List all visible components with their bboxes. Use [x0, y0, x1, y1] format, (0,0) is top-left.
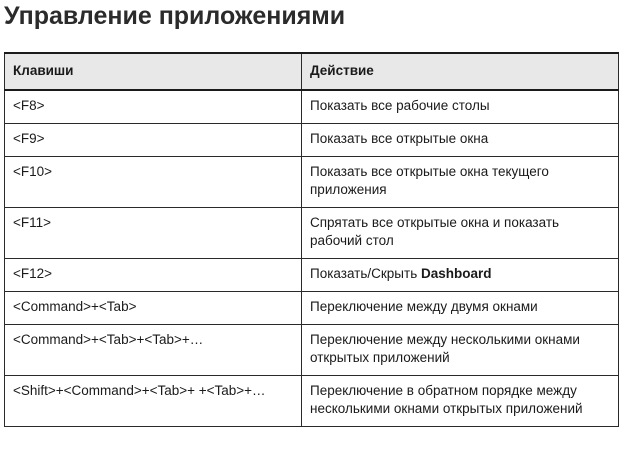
cell-action: Показать все рабочие столы — [302, 90, 619, 124]
cell-action: Показать все открытые окна — [302, 124, 619, 157]
table-row — [5, 90, 619, 124]
cell-keys: <F8> — [5, 90, 302, 124]
cell-keys: <F12> — [5, 259, 302, 292]
table-row — [5, 325, 619, 376]
header-keys: Клавиши — [5, 53, 302, 90]
table-row — [5, 376, 619, 427]
action-text: Показать/Скрыть — [310, 266, 421, 281]
table-row — [5, 259, 619, 292]
dashboard-label: Dashboard — [420, 266, 492, 281]
cell-keys: <Command>+<Tab> — [5, 292, 302, 325]
cell-action — [302, 259, 619, 292]
cell-keys: <F11> — [5, 208, 302, 259]
cell-action: Переключение в обратном порядке между несколькими окнами открытых приложений — [302, 376, 619, 427]
table-row — [5, 124, 619, 157]
table-row — [5, 208, 619, 259]
page-title: Управление приложениями — [4, 2, 346, 30]
table-row — [5, 157, 619, 208]
cell-keys: <Shift>+<Command>+<Tab>+ +<Tab>+… — [5, 376, 302, 427]
table-row — [5, 292, 619, 325]
cell-keys: <F9> — [5, 124, 302, 157]
cell-keys: <Command>+<Tab>+<Tab>+… — [5, 325, 302, 376]
header-action: Действие — [302, 53, 619, 90]
cell-action: Переключение между несколькими окнами открытых приложений — [302, 325, 619, 376]
cell-action: Показать все открытые окна текущего приложения — [302, 157, 619, 208]
cell-action: Переключение между двумя окнами — [302, 292, 619, 325]
table-header-row — [5, 53, 619, 90]
cell-keys: <F10> — [5, 157, 302, 208]
cell-action: Спрятать все открытые окна и показать рабочий стол — [302, 208, 619, 259]
shortcuts-table — [4, 52, 619, 427]
